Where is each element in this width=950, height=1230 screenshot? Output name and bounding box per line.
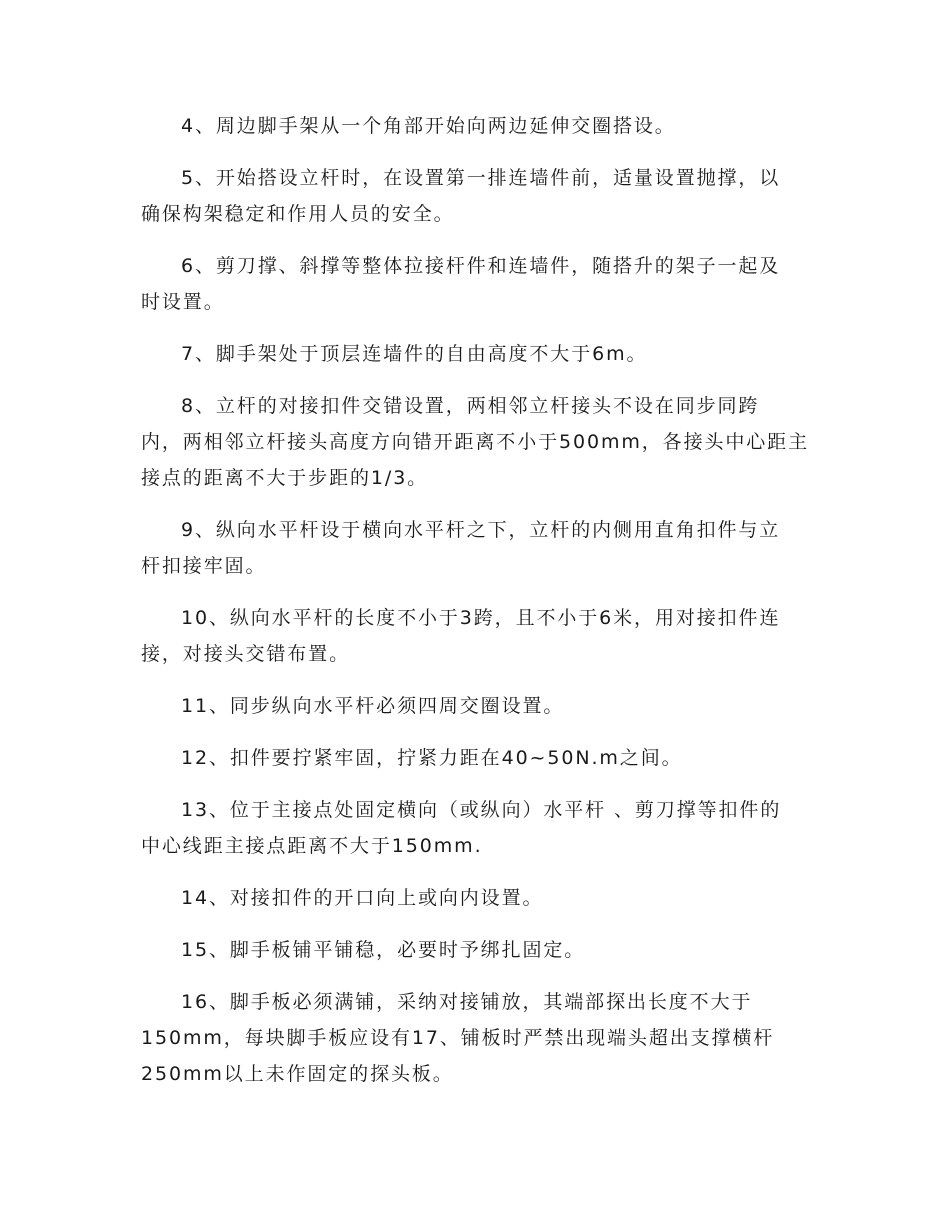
paragraph-10: [141, 600, 813, 672]
paragraph-12: [141, 740, 813, 776]
document-body: [141, 108, 813, 1108]
text-line: 4、周边脚手架从一个角部开始向两边延伸交圈搭设。: [181, 115, 676, 137]
text-line: 时设置。: [141, 291, 225, 313]
text-line: 15、脚手板铺平铺稳，必要时予绑扎固定。: [181, 939, 586, 961]
paragraph-14: [141, 880, 813, 916]
text-line: 确保构架稳定和作用人员的安全。: [141, 203, 455, 225]
paragraph-15: [141, 932, 813, 968]
paragraph-8: [141, 388, 813, 496]
text-line: 杆扣接牢固。: [141, 555, 267, 577]
text-line: 12、扣件要拧紧牢固，拧紧力距在40~50N.m之间。: [181, 747, 683, 769]
paragraph-6: [141, 248, 813, 320]
text-line: 接点的距离不大于步距的1/3。: [141, 467, 429, 489]
text-line: 6、剪刀撑、斜撑等整体拉接杆件和连墙件，随搭升的架子一起及: [181, 255, 781, 277]
text-line: 接，对接头交错布置。: [141, 643, 351, 665]
paragraph-5: [141, 160, 813, 232]
paragraph-7: [141, 336, 813, 372]
text-line: 8、立杆的对接扣件交错设置，两相邻立杆接头不设在同步同跨: [181, 395, 760, 417]
text-line: 14、对接扣件的开口向上或向内设置。: [181, 887, 544, 909]
paragraph-4: [141, 108, 813, 144]
paragraph-9: [141, 512, 813, 584]
paragraph-13: [141, 792, 813, 864]
text-line: 150mm，每块脚手板应设有17、铺板时严禁出现端头超出支撑横杆: [141, 1027, 775, 1049]
text-line: 7、脚手架处于顶层连墙件的自由高度不大于6m。: [181, 343, 648, 365]
text-line: 11、同步纵向水平杆必须四周交圈设置。: [181, 695, 565, 717]
paragraph-11: [141, 688, 813, 724]
text-line: 中心线距主接点距离不大于150mm.: [141, 835, 483, 857]
text-line: 内，两相邻立杆接头高度方向错开距离不小于500mm，各接头中心距主: [141, 431, 809, 453]
text-line: 13、位于主接点处固定横向（或纵向）水平杆 、剪刀撑等扣件的: [181, 799, 782, 821]
text-line: 250mm以上未作固定的探头板。: [141, 1063, 454, 1085]
text-line: 10、纵向水平杆的长度不小于3跨，且不小于6米，用对接扣件连: [181, 607, 781, 629]
paragraph-16: [141, 984, 813, 1092]
text-line: 9、纵向水平杆设于横向水平杆之下，立杆的内侧用直角扣件与立: [181, 519, 781, 541]
text-line: 5、开始搭设立杆时，在设置第一排连墙件前，适量设置抛撑，以: [181, 167, 781, 189]
text-line: 16、脚手板必须满铺，采纳对接铺放，其端部探出长度不大于: [181, 991, 753, 1013]
